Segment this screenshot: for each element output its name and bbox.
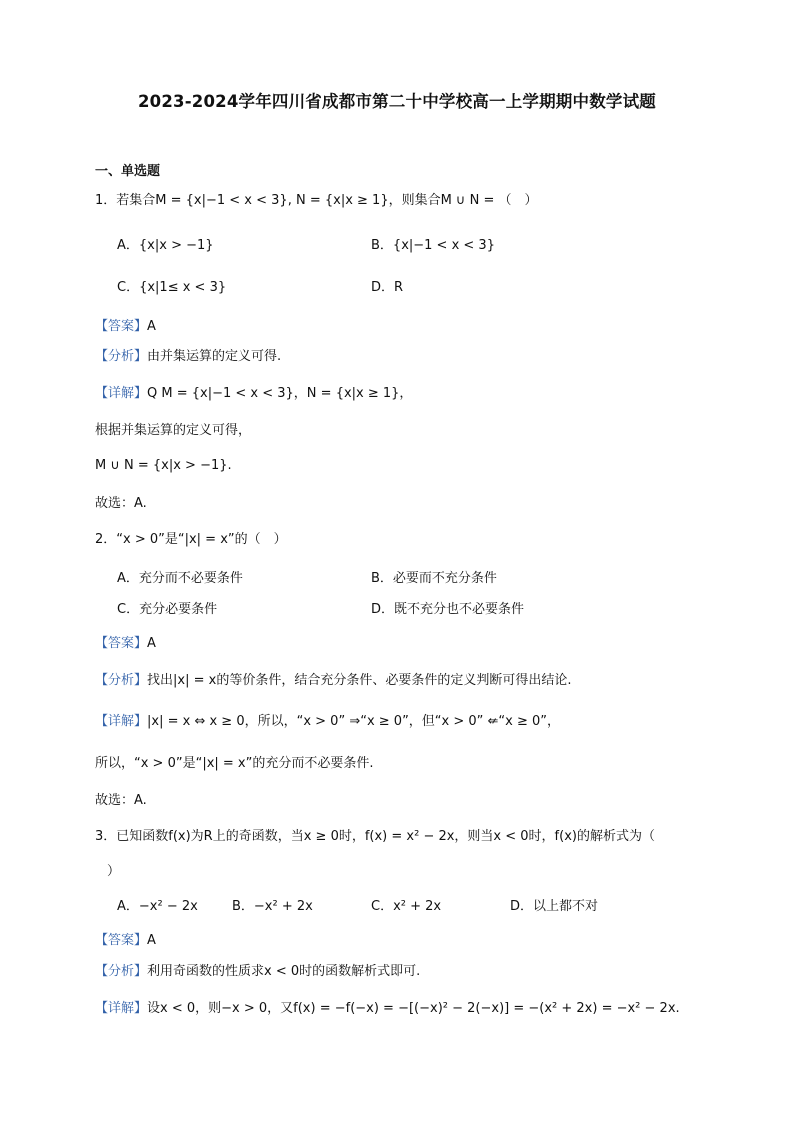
q2-answer-row — [95, 635, 156, 653]
detail-tag: 【详解】 — [95, 386, 148, 401]
q2-detail: |x| = x ⇔ x ≥ 0，所以，“x > 0” ⇒“x ≥ 0”，但“x > 0” ⇍“x ≥ 0”， — [147, 714, 561, 729]
q1-answer-row — [95, 318, 156, 336]
detail-tag: 【详解】 — [95, 714, 148, 729]
q2-detail-line2: 所以，“x > 0”是“|x| = x”的充分而不必要条件. — [95, 756, 374, 771]
q3-option-a: A．−x² − 2x — [117, 899, 198, 914]
q1-option-a: A．{x|x > −1} — [117, 238, 214, 253]
document-title: 2023-2024学年四川省成都市第二十中学校高一上学期期中数学试题 — [138, 92, 656, 111]
q1-analysis: 由并集运算的定义可得. — [147, 349, 282, 364]
q3-option-c: C．x² + 2x — [371, 899, 442, 914]
answer-tag: 【答案】 — [95, 933, 148, 948]
q1-conclusion: 故选：A. — [95, 496, 147, 511]
q3-option-d: D．以上都不对 — [510, 899, 599, 914]
answer-tag: 【答案】 — [95, 319, 148, 334]
q1-detail-line2: 根据并集运算的定义可得， — [95, 423, 252, 438]
q1-detail-row — [95, 385, 412, 403]
q2-stem: 2．“x > 0”是“|x| = x”的（ ） — [95, 532, 287, 547]
q2-option-d: D．既不充分也不必要条件 — [371, 602, 525, 617]
analysis-tag: 【分析】 — [95, 964, 148, 979]
q3-stem-cont: ） — [107, 864, 121, 879]
q1-option-b: B．{x|−1 < x < 3} — [371, 238, 495, 253]
q3-answer-row — [95, 932, 156, 950]
q2-answer: A — [147, 636, 156, 651]
q1-analysis-row — [95, 348, 281, 366]
q3-answer: A — [147, 933, 156, 948]
q1-option-c: C．{x|1≤ x < 3} — [117, 280, 227, 295]
q3-analysis: 利用奇函数的性质求x < 0时的函数解析式即可. — [147, 964, 421, 979]
q2-option-a: A．充分而不必要条件 — [117, 571, 243, 586]
q2-option-b: B．必要而不充分条件 — [371, 571, 497, 586]
answer-tag: 【答案】 — [95, 636, 148, 651]
q1-detail-line3: M ∪ N = {x|x > −1}. — [95, 458, 232, 473]
q3-detail: 设x < 0，则−x > 0，又f(x) = −f(−x) = −[(−x)² − 2(−x)] = −(x² + 2x) = −x² − 2x. — [147, 1001, 680, 1016]
analysis-tag: 【分析】 — [95, 349, 148, 364]
q2-analysis-row — [95, 672, 571, 690]
detail-tag: 【详解】 — [95, 1001, 148, 1016]
q3-stem: 3．已知函数f(x)为R上的奇函数，当x ≥ 0时，f(x) = x² − 2x，则当x < 0时，f(x)的解析式为（ — [95, 829, 655, 844]
q3-analysis-row — [95, 963, 420, 981]
q1-option-d: D．R — [371, 280, 404, 295]
q1-stem: 1．若集合M = {x|−1 < x < 3}, N = {x|x ≥ 1}，则集合M ∪ N = （ ） — [95, 193, 538, 208]
q1-detail: Q M = {x|−1 < x < 3}，N = {x|x ≥ 1}， — [147, 386, 413, 401]
section-heading: 一、单选题 — [95, 164, 161, 179]
q3-option-b: B．−x² + 2x — [232, 899, 313, 914]
analysis-tag: 【分析】 — [95, 673, 148, 688]
q2-option-c: C．充分必要条件 — [117, 602, 218, 617]
q1-answer: A — [147, 319, 156, 334]
q3-detail-row — [95, 1000, 680, 1018]
q2-conclusion: 故选：A. — [95, 793, 147, 808]
q2-detail-row — [95, 713, 560, 731]
q2-analysis: 找出|x| = x的等价条件，结合充分条件、必要条件的定义判断可得出结论. — [147, 673, 572, 688]
